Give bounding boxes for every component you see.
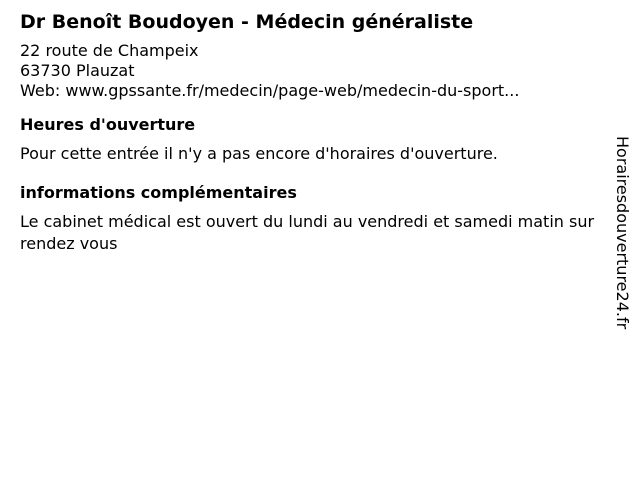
listing-content (20, 10, 600, 255)
opening-hours-text: Pour cette entrée il n'y a pas encore d'horaires d'ouverture. (20, 144, 498, 163)
address-street: 22 route de Champeix (20, 41, 199, 60)
page-title: Dr Benoît Boudoyen - Médecin généraliste (20, 11, 474, 33)
additional-info-text: Le cabinet médical est ouvert du lundi au vendredi et samedi matin sur rendez vous (20, 212, 595, 253)
site-brand: Horairesdouverture24.fr (613, 136, 632, 330)
website-prefix: Web: (20, 81, 66, 100)
additional-info-heading: informations complémentaires (20, 183, 297, 202)
website-line (20, 81, 600, 101)
opening-hours-heading: Heures d'ouverture (20, 115, 196, 134)
website-link[interactable]: www.gpssante.fr/medecin/page-web/medecin-du-sport... (65, 81, 520, 100)
address-city: 63730 Plauzat (20, 61, 135, 80)
